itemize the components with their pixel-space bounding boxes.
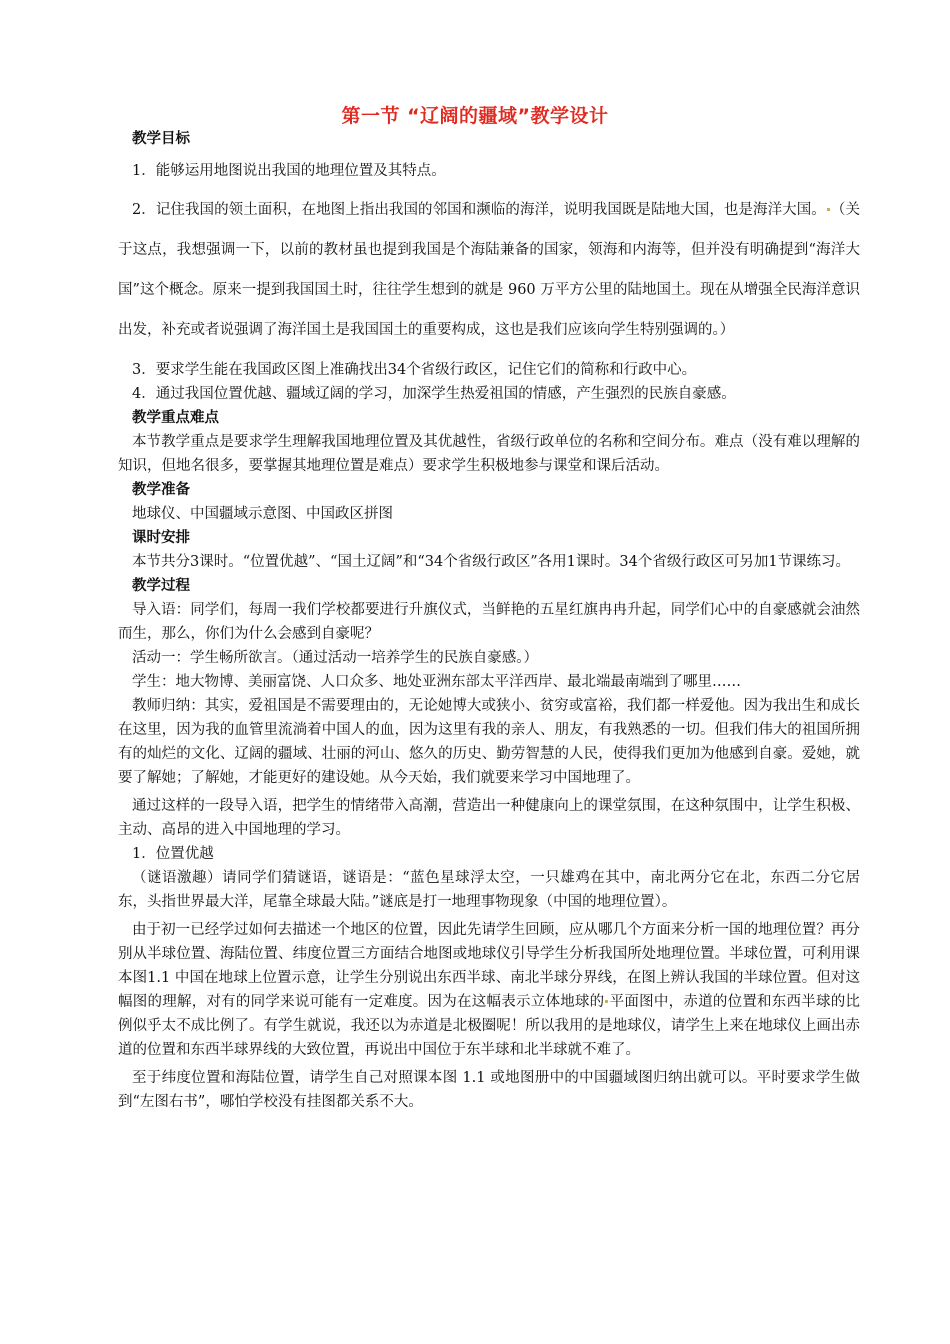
heading-process: 教学过程 — [132, 578, 190, 594]
analysis-part-1: 由于初一已经学过如何去描述一个地区的位置，因此先请学生回顾，应从哪几个方面来分析一国的地理位置？再分别从半球位置、海陆位置、纬度位置三方面结合地图或地球仪引导学生分析我国所处地理位置。半球位置，可利用课本图1.1 中国在地球上位置示意，让学生分别说出东西半球、南北半球分界线，在图上辨认我国的半球位置。但对这幅图的理解，对有的同学来说可能有一定难度。因为在这幅表示立体地球的 — [118, 922, 860, 1010]
activity-text: 活动一：学生畅所欲言。（通过活动一培养学生的民族自豪感。） — [132, 650, 538, 666]
analysis-text — [118, 918, 860, 1062]
marker-dot — [827, 208, 830, 211]
position-heading: 1．位置优越 — [132, 846, 214, 862]
goal-2 — [118, 190, 860, 350]
heading-key-points: 教学重点难点 — [132, 410, 219, 426]
riddle-text: （谜语激趣）请同学们猜谜语，谜语是：“蓝色星球浮太空，一只雄鸡在其中，南北两分它在北，东西二分它居东，头指世界最大洋，尾靠全球最大陆。”谜底是打一地理事物现象（中国的地理位置）。 — [118, 870, 860, 910]
marker-dot-2 — [605, 1000, 608, 1003]
schedule-text: 本节共分3课时。“位置优越”、“国土辽阔”和“34个省级行政区”各用1课时。34个省级行政区可另加1节课练习。 — [132, 554, 851, 570]
goal-2-note: （关于这点，我想强调一下，以前的教材虽也提到我国是个海陆兼备的国家，领海和内海等，但并没有明确提到“海洋大国”这个概念。原来一提到我国国土时，往往学生想到的就是 960 万平方公里的陆地国土。现在从增强全民海洋意识出发，补充或者说强调了海洋国土是我国国土的重要构成，这也是我们应该向学生特别强调的。） — [118, 202, 860, 338]
heading-goals: 教学目标 — [132, 131, 190, 147]
summary-text: 通过这样的一段导入语，把学生的情绪带入高潮，营造出一种健康向上的课堂氛围，在这种氛围中，让学生积极、主动、高昂的进入中国地理的学习。 — [118, 798, 860, 838]
goal-3: 3．要求学生能在我国政区图上准确找出34个省级行政区，记住它们的简称和行政中心。 — [132, 362, 697, 378]
key-points-text: 本节教学重点是要求学生理解我国地理位置及其优越性，省级行政单位的名称和空间分布。难点（没有难以理解的知识，但地名很多，要掌握其地理位置是难点）要求学生积极地参与课堂和课后活动。 — [118, 434, 860, 474]
heading-schedule: 课时安排 — [132, 530, 190, 546]
analysis-part-2: 平面图中，赤道的位置和东西半球的比例似乎太不成比例了。有学生就说，我还以为赤道是北极圈呢！所以我用的是地球仪，请学生上来在地球仪上画出赤道的位置和东西半球界线的大致位置，再说出中国位于东半球和北半球就不难了。 — [118, 994, 861, 1058]
page-title: 第一节 “辽阔的疆域”教学设计 — [341, 105, 609, 127]
document-body — [118, 127, 860, 1114]
student-text: 学生：地大物博、美丽富饶、人口众多、地处亚洲东部太平洋西岸、最北端最南端到了哪里…… — [132, 674, 741, 690]
latitude-text: 至于纬度位置和海陆位置，请学生自己对照课本图 1.1 或地图册中的中国疆域图归纳出就可以。平时要求学生做到“左图右书”，哪怕学校没有挂图都关系不大。 — [118, 1070, 860, 1110]
intro-text: 导入语：同学们，每周一我们学校都要进行升旗仪式，当鲜艳的五星红旗冉冉升起，同学们心中的自豪感就会油然而生，那么，你们为什么会感到自豪呢？ — [118, 602, 860, 642]
preparation-text: 地球仪、中国疆域示意图、中国政区拼图 — [132, 506, 393, 522]
goal-1: 1．能够运用地图说出我国的地理位置及其特点。 — [132, 163, 446, 179]
teacher-text: 教师归纳：其实，爱祖国是不需要理由的，无论她博大或狭小、贫穷或富裕，我们都一样爱他。因为我出生和成长在这里，因为我的血管里流淌着中国人的血，因为这里有我的亲人、朋友，有我熟悉的一切。但我们伟大的祖国所拥有的灿烂的文化、辽阔的疆域、壮丽的河山、悠久的历史、勤劳智慧的人民，使得我们更加为他感到自豪。爱她，就要了解她；了解她，才能更好的建设她。从今天始，我们就要来学习中国地理了。 — [118, 698, 860, 786]
goal-4: 4．通过我国位置优越、疆域辽阔的学习，加深学生热爱祖国的情感，产生强烈的民族自豪感。 — [132, 386, 736, 402]
goal-2-main: 2．记住我国的领土面积，在地图上指出我国的邻国和濒临的海洋，说明我国既是陆地大国，也是海洋大国。 — [132, 202, 826, 218]
heading-preparation: 教学准备 — [132, 482, 190, 498]
